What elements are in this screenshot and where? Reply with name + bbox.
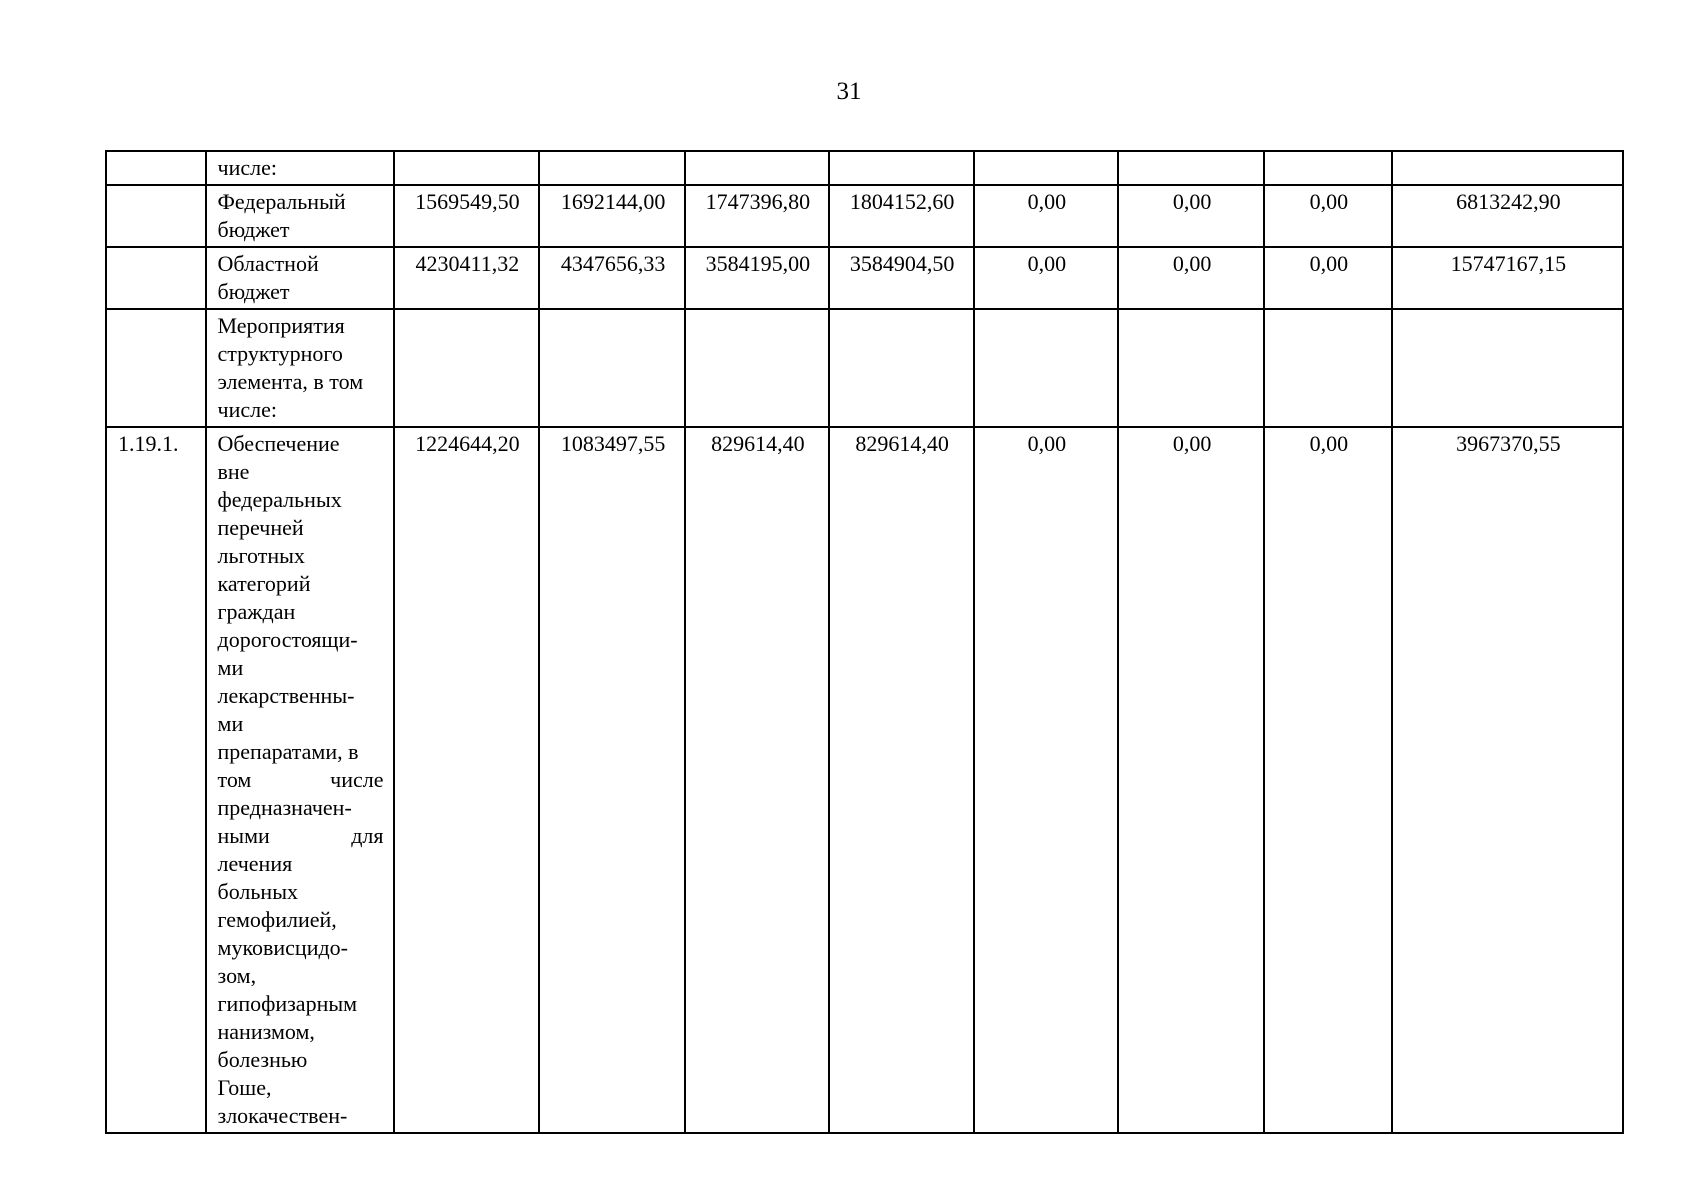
value-cell: 3584195,00 [685, 247, 829, 309]
row-label-line: бюджет [217, 217, 290, 242]
total-value-cell: 6813242,90 [1392, 185, 1623, 247]
value-cell: 3584904,50 [829, 247, 974, 309]
continuation-row [106, 151, 1623, 185]
structural-element-row [106, 309, 1623, 427]
row-label-line: зом, [217, 963, 257, 988]
value-cell [1118, 309, 1264, 427]
value-cell: 1747396,80 [685, 185, 829, 247]
total-value-cell [1392, 309, 1623, 427]
row-code-cell [106, 247, 206, 309]
total-value-cell: 15747167,15 [1392, 247, 1623, 309]
row-code-cell [106, 309, 206, 427]
value-cell: 0,00 [974, 247, 1119, 309]
row-label-line: Обеспечение [217, 431, 340, 456]
row-label-line: больных [217, 879, 298, 904]
value-cell [1118, 151, 1264, 185]
row-label-line: элемента, в том [217, 369, 364, 394]
row-label-line: льготных [217, 543, 305, 568]
row-label-line: федеральных [217, 487, 342, 512]
value-cell: 1569549,50 [394, 185, 540, 247]
row-label-line: лекарственны- [217, 683, 355, 708]
page-number: 31 [836, 78, 862, 105]
row-label-line: болезнью [217, 1047, 308, 1072]
value-cell [394, 309, 540, 427]
row-label-line: том числе [217, 767, 384, 792]
value-cell: 0,00 [1264, 247, 1392, 309]
value-cell: 829614,40 [829, 427, 974, 1133]
row-label-line: гемофилией, [217, 907, 337, 932]
row-label-line: злокачествен- [217, 1103, 348, 1128]
row-label-line: Гоше, [217, 1075, 272, 1100]
row-label-line: муковисцидо- [217, 935, 349, 960]
value-cell: 1224644,20 [394, 427, 540, 1133]
value-cell: 0,00 [1118, 247, 1264, 309]
value-cell [974, 151, 1119, 185]
value-cell: 4347656,33 [539, 247, 685, 309]
value-cell [829, 309, 974, 427]
value-cell [685, 151, 829, 185]
row-label-line: перечней [217, 515, 304, 540]
value-cell: 829614,40 [685, 427, 829, 1133]
value-cell [1264, 151, 1392, 185]
value-cell [1264, 309, 1392, 427]
row-label-line: предназначен- [217, 795, 352, 820]
row-label-line: гипофизарным [217, 991, 358, 1016]
value-cell: 0,00 [1264, 185, 1392, 247]
row-code-cell: 1.19.1. [106, 427, 206, 1133]
row-label-line: числе: [217, 397, 277, 422]
federal-budget-row [106, 185, 1623, 247]
value-cell: 1692144,00 [539, 185, 685, 247]
row-label-cell [206, 427, 394, 1133]
budget-table [105, 150, 1624, 1134]
row-label-cell [206, 247, 394, 309]
value-cell [974, 309, 1119, 427]
regional-budget-row [106, 247, 1623, 309]
value-cell: 0,00 [974, 427, 1119, 1133]
row-label-line: дорогостоящи- [217, 627, 358, 652]
row-label-cell [206, 309, 394, 427]
row-code-cell [106, 185, 206, 247]
value-cell: 1083497,55 [539, 427, 685, 1133]
row-code-cell [106, 151, 206, 185]
value-cell: 0,00 [974, 185, 1119, 247]
row-label-cell [206, 151, 394, 185]
row-label-cell [206, 185, 394, 247]
row-label-line: нанизмом, [217, 1019, 315, 1044]
value-cell: 4230411,32 [394, 247, 540, 309]
value-cell [829, 151, 974, 185]
total-value-cell: 3967370,55 [1392, 427, 1623, 1133]
row-label-line: Мероприятия [217, 313, 345, 338]
value-cell [685, 309, 829, 427]
value-cell: 1804152,60 [829, 185, 974, 247]
row-label-line: ми [217, 711, 244, 736]
value-cell [539, 151, 685, 185]
row-label-line: граждан [217, 599, 296, 624]
row-label-line: Федеральный [217, 189, 346, 214]
row-label-line: вне [217, 459, 250, 484]
value-cell [394, 151, 540, 185]
value-cell [539, 309, 685, 427]
row-label-line: Областной [217, 251, 319, 276]
value-cell: 0,00 [1118, 185, 1264, 247]
row-label-line: лечения [217, 851, 293, 876]
row-label-line: ми [217, 655, 244, 680]
total-value-cell [1392, 151, 1623, 185]
row-label-line: структурного [217, 341, 343, 366]
row-label-line: числе: [217, 155, 277, 180]
value-cell: 0,00 [1118, 427, 1264, 1133]
row-label-line: препаратами, в [217, 739, 359, 764]
value-cell: 0,00 [1264, 427, 1392, 1133]
row-label-line: бюджет [217, 279, 290, 304]
row-label-line: ными для [217, 823, 384, 848]
measure-1-19-1-row [106, 427, 1623, 1133]
row-label-line: категорий [217, 571, 311, 596]
